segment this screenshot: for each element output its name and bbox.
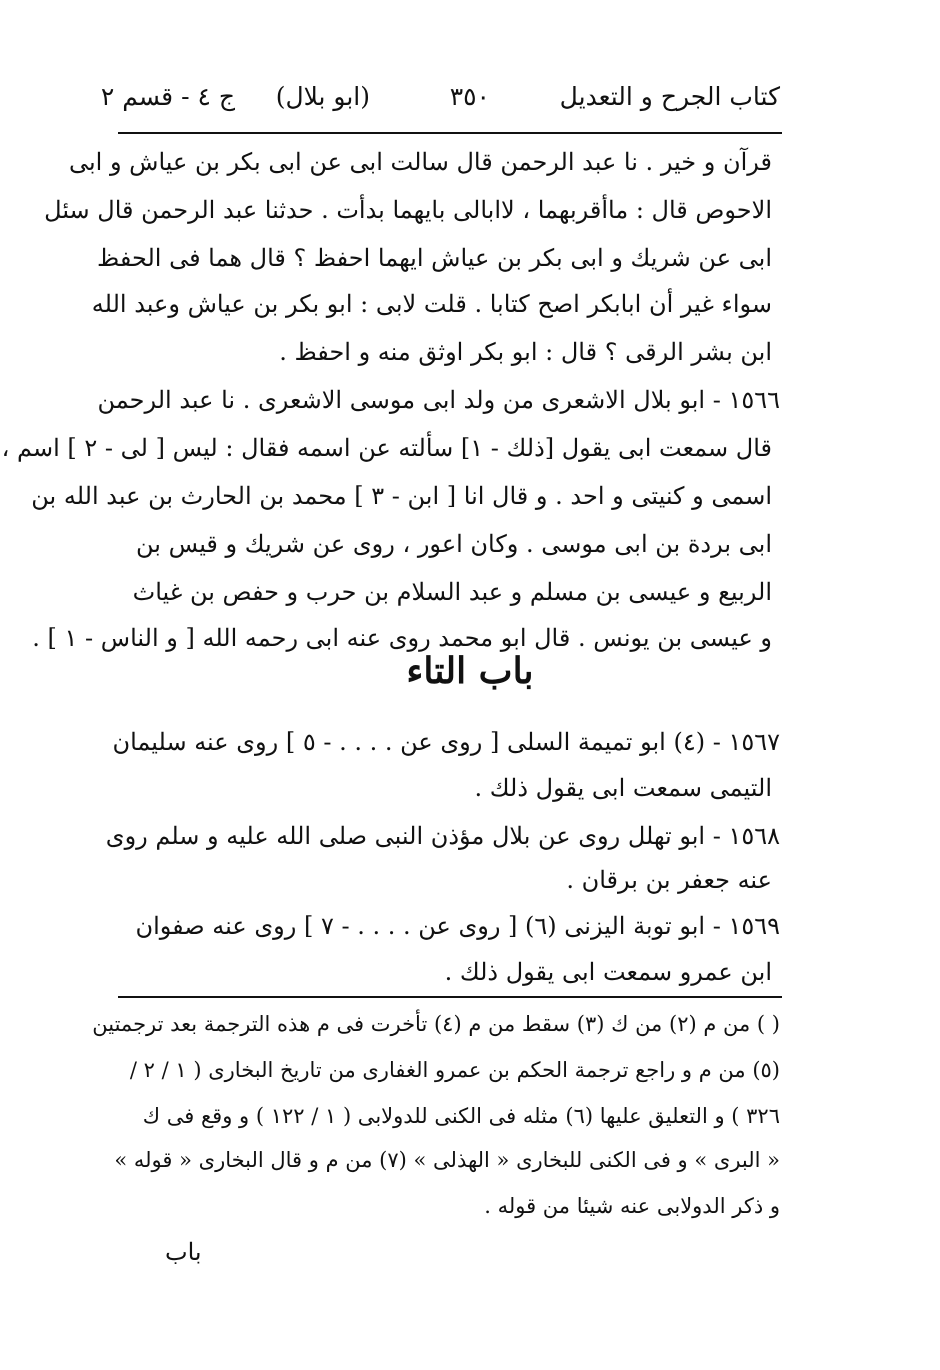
header-volume: ج ٤ - قسم ٢ (100, 82, 235, 111)
header-book-title: كتاب الجرح و التعديل (559, 82, 780, 111)
entry-1569-line: ابن عمرو سمعت ابى يقول ذلك . (444, 958, 772, 986)
footnote-line: ( ) من م (٢) من ك (٣) سقط من م (٤) تأخرت فى م هذه الترجمة بعد ترجمتين (92, 1012, 780, 1036)
footnote-line: ٣٢٦ ) و التعليق عليها (٦) مثله فى الكنى للدولابى ( ١ / ١٢٢ ) و وقع فى ك (142, 1104, 780, 1128)
footnote-line: « البرى » و فى الكنى للبخارى « الهذلى » (٧) من م و قال البخارى « قوله » (114, 1148, 780, 1172)
entry-1566-line: ١٥٦٦ - ابو بلال الاشعرى من ولد ابى موسى الاشعرى . نا عبد الرحمن (97, 386, 780, 414)
entry-1567-line: ١٥٦٧ - (٤) ابو تميمة السلى [ روى عن . . . . - ٥ ] روى عنه سليمان (112, 728, 780, 756)
text-line: ابن بشر الرقى ؟ قال : ابو بكر اوثق منه و احفظ . (279, 338, 772, 366)
entry-1566-line: و عيسى بن يونس . قال ابو محمد روى عنه ابى رحمه الله [ و الناس - ١ ] . (32, 624, 772, 652)
footnote-line: و ذكر الدولابى عنه شيئا من قوله . (484, 1194, 780, 1218)
header-page-number: ٣٥٠ (449, 82, 490, 111)
entry-1566-line: ابى بردة بن ابى موسى . وكان اعور ، روى عن شريك و قيس بن (136, 530, 772, 558)
entry-1568-line: عنه جعفر بن برقان . (566, 866, 772, 894)
entry-1567-line: التيمى سمعت ابى يقول ذلك . (474, 774, 772, 802)
header-entry-name: (ابو بلال) (275, 82, 370, 111)
section-title: باب التاء (406, 650, 534, 692)
catchword: باب (165, 1238, 202, 1266)
text-line: قرآن و خير . نا عبد الرحمن قال سالت ابى عن ابى بكر بن عياش و ابى (68, 148, 772, 176)
footnote-divider (118, 996, 782, 998)
entry-1566-line: الربيع و عيسى بن مسلم و عبد السلام بن حرب و حفص بن غياث (132, 578, 772, 606)
footnote-line: (٥) من م و راجع ترجمة الحكم بن عمرو الغفارى من تاريخ البخارى ( ١ / ٢ / (129, 1058, 780, 1082)
entry-1568-line: ١٥٦٨ - ابو تهلل روى عن بلال مؤذن النبى صلى الله عليه و سلم روى (105, 822, 780, 850)
header-divider (118, 132, 782, 134)
text-line: ابى عن شريك و ابى بكر بن عياش ايهما احفظ ؟ قال هما فى الحفظ (97, 244, 772, 272)
entry-1566-line: قال سمعت ابى يقول [ذلك - ١] سألته عن اسمه فقال : ليس [ لى - ٢ ] اسم ، (1, 434, 772, 462)
entry-1569-line: ١٥٦٩ - ابو توبة اليزنى (٦) [ روى عن . . . . - ٧ ] روى عنه صفوان (135, 912, 780, 940)
text-line: الاحوص قال : ماأقربهما ، لاابالى بايهما بدأت . حدثنا عبد الرحمن قال سئل (44, 196, 772, 224)
text-line: سواء غير أن ابابكر اصح كتابا . قلت لابى : ابو بكر بن عياش وعبد الله (91, 290, 772, 318)
entry-1566-line: اسمى و كنيتى و احد . و قال انا [ ابن - ٣ ] محمد بن الحارث بن عبد الله بن (31, 482, 772, 510)
running-header (100, 82, 780, 126)
